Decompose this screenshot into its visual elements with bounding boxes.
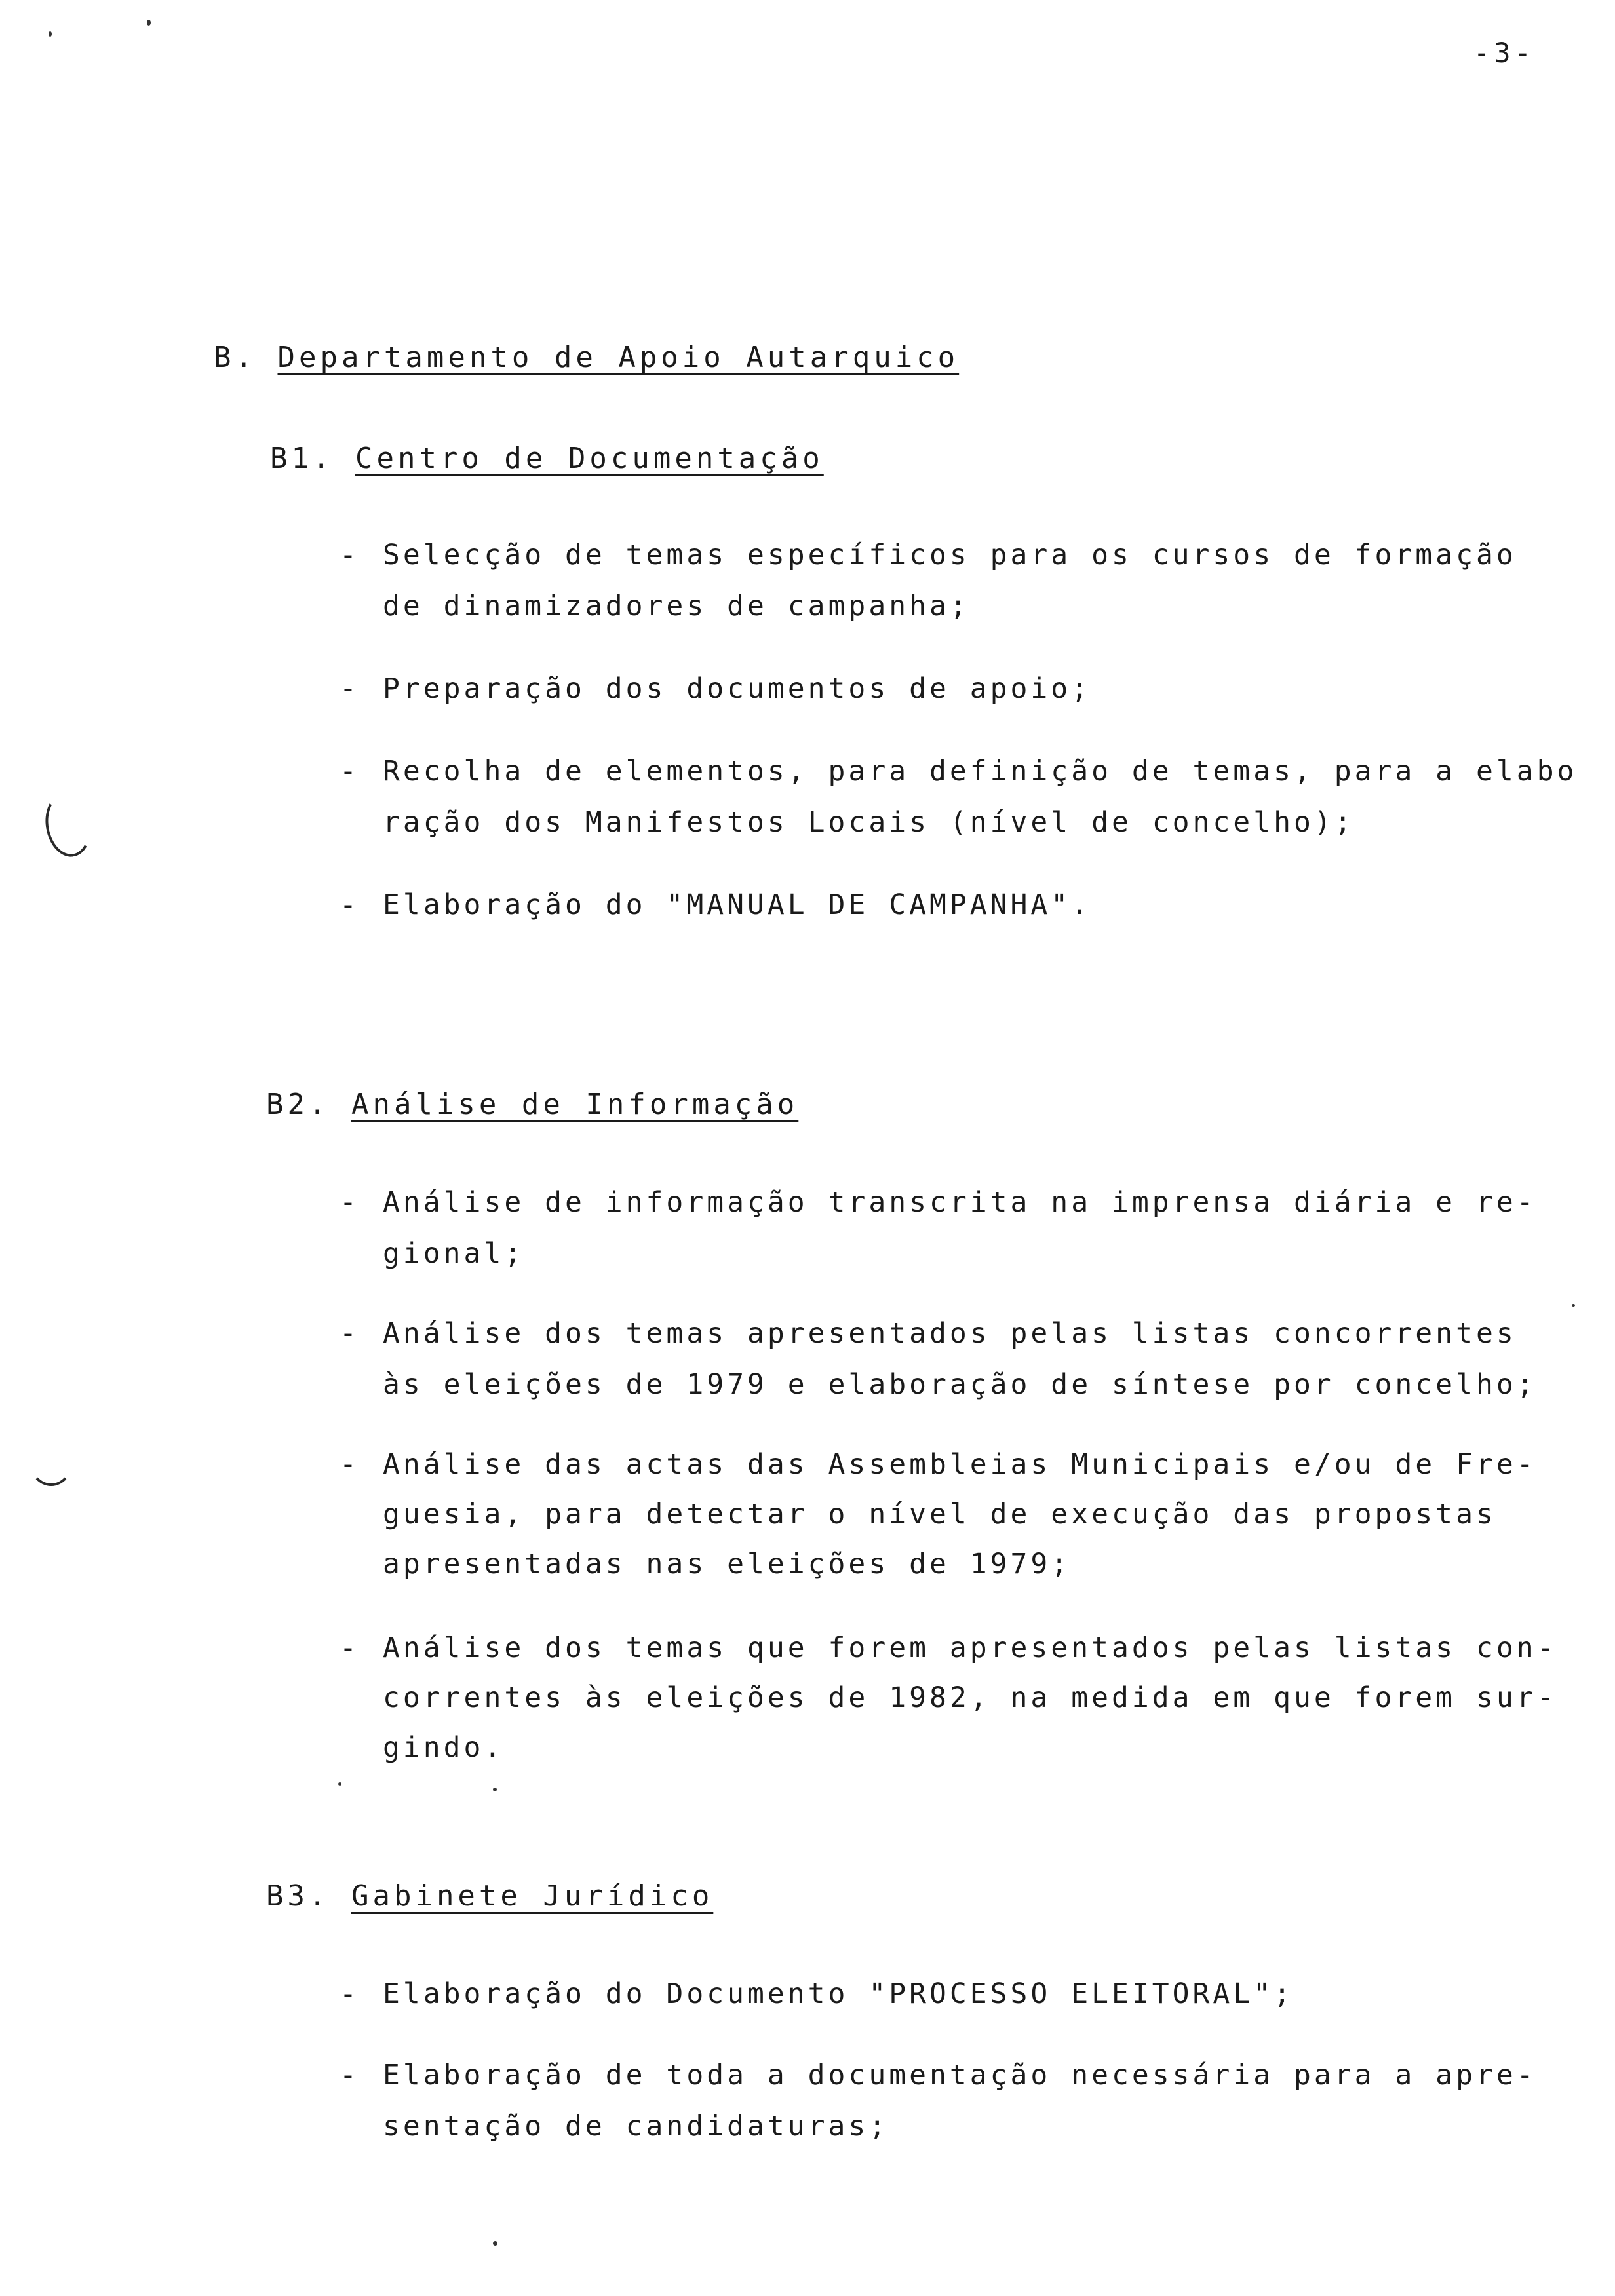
list-item-line: Elaboração do "MANUAL DE CAMPANHA". xyxy=(383,889,1092,921)
bullet-dash: - xyxy=(340,1632,360,1664)
b1-title: Centro de Documentação xyxy=(355,442,824,475)
b3-label: B3. xyxy=(266,1879,330,1913)
list-item-line: apresentadas nas eleições de 1979; xyxy=(383,1548,1072,1580)
list-item-line: Análise das actas das Assembleias Municipais e/ou de Fre- xyxy=(383,1448,1537,1481)
list-item-line: Análise dos temas que forem apresentados pelas listas con- xyxy=(383,1632,1557,1664)
scan-speck xyxy=(147,20,151,26)
bullet-dash: - xyxy=(340,889,360,921)
bullet-dash: - xyxy=(340,1978,360,2010)
bullet-dash: - xyxy=(340,755,360,788)
bullet-dash: - xyxy=(340,1448,360,1481)
scan-mark xyxy=(41,790,96,860)
bullet-dash: - xyxy=(340,539,360,571)
list-item-line: correntes às eleições de 1982, na medida em que forem sur- xyxy=(383,1681,1557,1714)
list-item-line: Elaboração de toda a documentação necessária para a apre- xyxy=(383,2059,1537,2092)
list-item-line: Preparação dos documentos de apoio; xyxy=(383,672,1092,705)
b2-heading xyxy=(266,1088,798,1121)
bullet-dash: - xyxy=(340,672,360,705)
list-item-line: Recolha de elementos, para definição de temas, para a elabo xyxy=(383,755,1578,788)
list-item-line: Análise de informação transcrita na imprensa diária e re- xyxy=(383,1186,1537,1219)
list-item-line: às eleições de 1979 e elaboração de síntese por concelho; xyxy=(383,1368,1537,1401)
b2-title: Análise de Informação xyxy=(351,1088,799,1121)
scan-speck xyxy=(49,31,52,37)
b1-label: B1. xyxy=(270,442,334,475)
section-b-label: B. xyxy=(214,341,256,374)
list-item-line: gindo. xyxy=(383,1731,505,1764)
list-item-line: Análise dos temas apresentados pelas listas concorrentes xyxy=(383,1317,1517,1350)
list-item-line: gional; xyxy=(383,1237,525,1270)
section-b-title: Departamento de Apoio Autarquico xyxy=(277,341,960,374)
list-item-line: ração dos Manifestos Locais (nível de concelho); xyxy=(383,806,1355,839)
list-item-line: sentação de candidaturas; xyxy=(383,2110,889,2143)
section-b-heading xyxy=(214,341,959,374)
list-item-line: guesia, para detectar o nível de execução das propostas xyxy=(383,1498,1496,1531)
b1-heading xyxy=(270,442,824,475)
scan-speck xyxy=(493,2241,497,2246)
bullet-dash: - xyxy=(340,1186,360,1219)
list-item-line: Selecção de temas específicos para os cursos de formação xyxy=(383,539,1517,571)
bullet-dash: - xyxy=(340,2059,360,2092)
b2-label: B2. xyxy=(266,1088,330,1121)
bullet-dash: - xyxy=(340,1317,360,1350)
scan-speck xyxy=(338,1782,341,1786)
scan-speck xyxy=(1572,1304,1575,1307)
page-number: -3- xyxy=(1473,37,1535,69)
scan-mark xyxy=(29,1435,73,1486)
b3-title: Gabinete Jurídico xyxy=(351,1879,714,1913)
b3-heading xyxy=(266,1879,713,1913)
list-item-line: de dinamizadores de campanha; xyxy=(383,590,970,622)
scan-speck xyxy=(493,1788,497,1791)
list-item-line: Elaboração do Documento "PROCESSO ELEITORAL"; xyxy=(383,1978,1294,2010)
